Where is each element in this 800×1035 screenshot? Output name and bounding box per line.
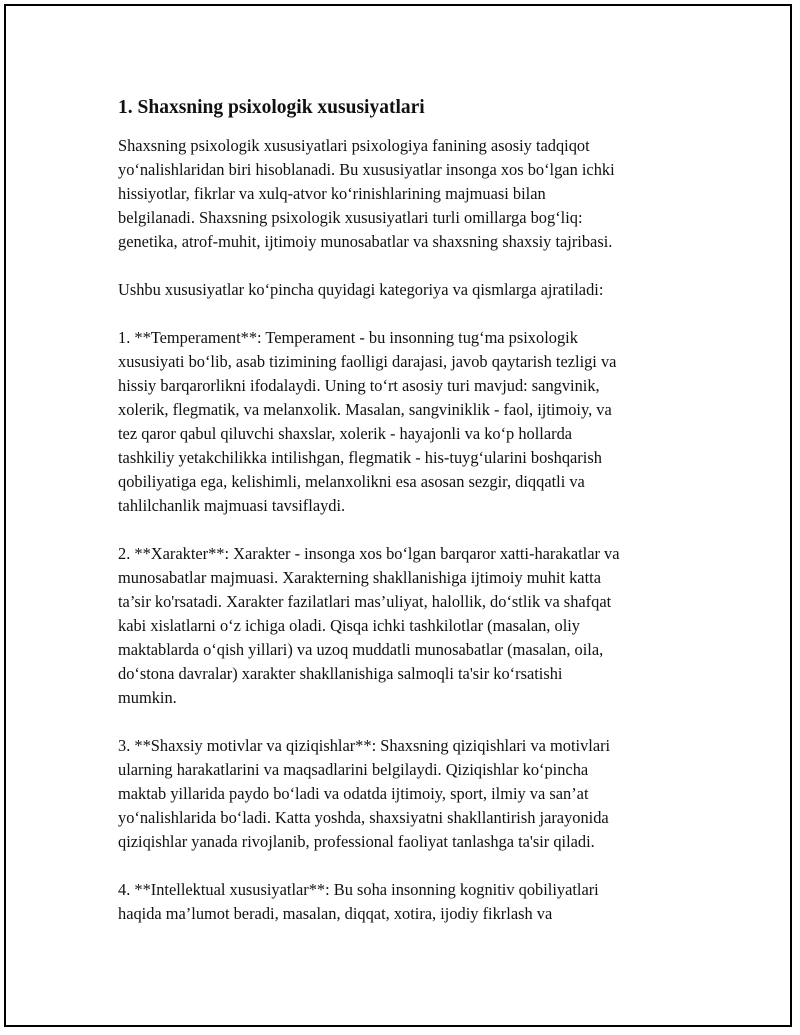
paragraph-motivlar: 3. **Shaxsiy motivlar va qiziqishlar**: Shaxsning qiziqishlari va motivlari ularning harakatlarini va maqsadlarini belgilaydi. Qiziqishlar ko‘pincha maktab yillarida paydo bo‘ladi va odatda ijtimoiy, sport, ilmiy va san’at yo‘nalishlarida bo‘ladi. Katta yoshda, shaxsiyatni shakllantirish jarayonida qiziqishlar yanada rivojlanib, professional faoliyat tanlashga ta'sir qiladi. (118, 736, 611, 851)
paragraph-temperament: 1. **Temperament**: Temperament - bu insonning tug‘ma psixologik xususiyati bo‘lib, asab tizimining faolligi darajasi, javob qaytarish tezligi va hissiy barqarorlikni ifodalaydi. Uning to‘rt asosiy turi mavjud: sangvinik, xolerik, flegmatik, va melanxolik. Masalan, sangviniklik - faol, ijtimoiy, va tez qaror qabul qiluvchi shaxslar, xolerik - hayajonli va ko‘p hollarda tashkiliy yetakchilikka intilishgan, flegmatik - his-tuyg‘ularini boshqarish qobiliyatiga ega, kelishimli, melanxolikni esa asosan sezgir, diqqatli va tahlilchanlik majmuasi tavsiflaydi. (118, 328, 617, 515)
paragraph-intro: Shaxsning psixologik xususiyatlari psixologiya fanining asosiy tadqiqot yo‘nalishlaridan biri hisoblanadi. Bu xususiyatlar insonga xos bo‘lgan ichki hissiyotlar, fikrlar va xulq-atvor ko‘rinishlarining majmuasi bilan belgilanadi. Shaxsning psixologik xususiyatlari turli omillarga bog‘liq: genetika, atrof-muhit, ijtimoiy munosabatlar va shaxsning shaxsiy tajribasi. (118, 136, 615, 251)
paragraph-xarakter: 2. **Xarakter**: Xarakter - insonga xos bo‘lgan barqaror xatti-harakatlar va munosabatlar majmuasi. Xarakterning shakllanishiga ijtimoiy muhit katta ta’sir ko'rsatadi. Xarakter fazilatlari mas’uliyat, halollik, do‘stlik va shafqat kabi xislatlarni o‘z ichiga oladi. Qisqa ichki tashkilotlar (masalan, oliy maktablarda o‘qish yillari) va uzoq muddatli munosabatlar (masalan, oila, do‘stona davralar) xarakter shakllanishiga salmoqli ta'sir ko‘rsatishi mumkin. (118, 544, 620, 707)
paragraph-categories: Ushbu xususiyatlar ko‘pincha quyidagi kategoriya va qismlarga ajratiladi: (118, 280, 604, 299)
document-page (4, 4, 792, 1027)
document-body (118, 94, 708, 950)
section-heading: 1. Shaxsning psixologik xususiyatlari (118, 97, 425, 118)
paragraph-intellektual: 4. **Intellektual xususiyatlar**: Bu soha insonning kognitiv qobiliyatlari haqida ma’lumot beradi, masalan, diqqat, xotira, ijodiy fikrlash va (118, 880, 599, 923)
